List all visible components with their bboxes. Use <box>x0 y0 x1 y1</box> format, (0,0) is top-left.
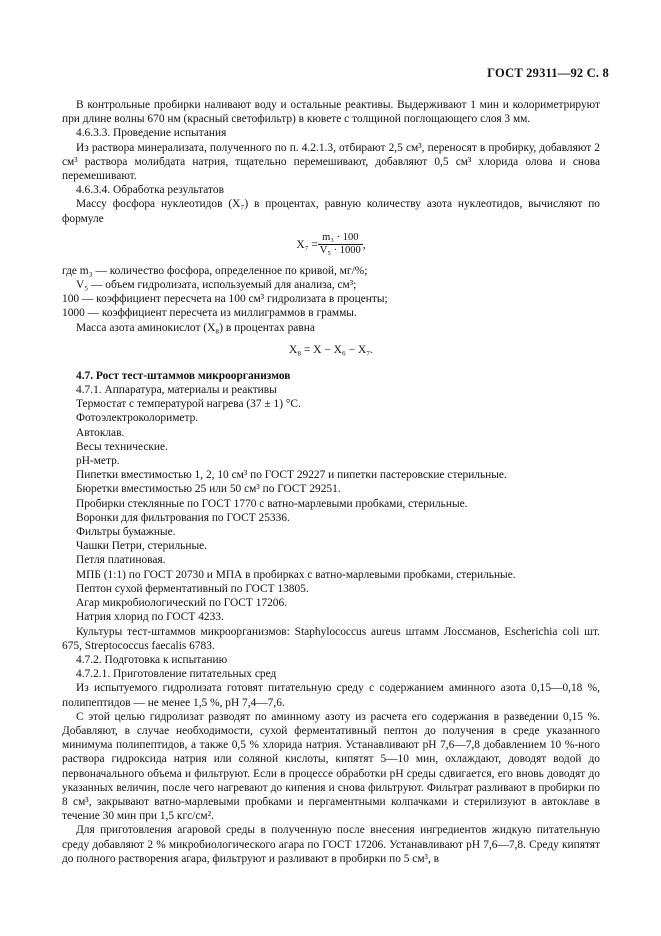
formula-x7 <box>62 226 600 264</box>
paragraph-test-procedure: Из раствора минерализата, полученного по п. 4.2.1.3, отбирают 2,5 см³, переносят в пробирку, добавляют 2 см³ раствора молибдата натрия, тщательно перемешивают, добавляют 0,5 см³ хлорида олова и снова перемешивают. <box>62 141 600 183</box>
paragraph-amino-nitrogen: Масса азота аминокислот (X₈) в процентах равна <box>76 321 315 334</box>
material-thermostat: Термостат с температурой нагрева (37 ± 1) °С. <box>76 398 301 411</box>
paragraph-control-tubes: В контрольные пробирки наливают воду и остальные реактивы. Выдерживают 1 мин и колориметрируют при длине волны 670 нм (красный светофильтр) в кювете с толщиной поглощающего слоя 3 мм. <box>62 99 600 126</box>
heading-4-7-2-1: 4.7.2.1. Приготовление питательных сред <box>76 668 277 681</box>
material-filters: Фильтры бумажные. <box>76 526 176 539</box>
material-sodium-chloride: Натрия хлорид по ГОСТ 4233. <box>76 611 224 624</box>
page-header: ГОСТ 29311—92 С. 8 <box>487 66 609 80</box>
material-mpb-mpa: МПБ (1:1) по ГОСТ 20730 и МПА в пробирках с ватно-марлевыми пробками, стерильные. <box>76 568 516 581</box>
material-petri-dishes: Чашки Петри, стерильные. <box>76 540 208 553</box>
formula-x7-numerator: m₃ · 100 <box>318 232 363 245</box>
document-body <box>62 98 600 866</box>
heading-4-6-3-3: 4.6.3.3. Проведение испытания <box>76 127 227 140</box>
material-cultures: Культуры тест-штаммов микроорганизмов: Staphylococcus aureus штамм Лоссманов, Escherichia coli шт. 675, Streptococcus faecalis 6783. <box>62 625 600 652</box>
where-line-v5: V₅ — объем гидролизата, используемый для анализа, см³; <box>76 279 357 292</box>
paragraph-agar-medium: Для приготовления агаровой среды в полученную после внесения ингредиентов жидкую питательную среду добавляют 2 % микробиологического агара по ГОСТ 17206. Устанавливают pH 7,6—7,8. Среду кипятят до полного растворения агара, фильтруют и разливают в пробирки по 5 см³, в <box>62 824 600 865</box>
formula-x7-tail: , <box>362 238 366 251</box>
paragraph-nutrient-medium: Из испытуемого гидролизата готовят питательную среду с содержанием аминного азота 0,15—0,18 %, полипептидов — не менее 1,5 %, pH 7,4—7,6. <box>62 682 600 709</box>
material-funnels: Воронки для фильтрования по ГОСТ 25336. <box>76 511 290 524</box>
where-line-100: 100 — коэффициент пересчета на 100 см³ гидролизата в проценты; <box>62 293 388 306</box>
material-pipettes: Пипетки вместимостью 1, 2, 10 см³ по ГОСТ 29227 и пипетки пастеровские стерильные. <box>76 469 507 482</box>
material-photocolorimeter: Фотоэлектроколориметр. <box>76 412 199 425</box>
where-line-m3: где m₃ — количество фосфора, определенное по кривой, мг/%; <box>62 264 368 277</box>
formula-x7-denominator: V₅ · 1000 <box>319 245 361 257</box>
formula-x7-lhs: X₇ = <box>296 238 318 251</box>
formula-x8-text: X₈ = X − X₆ − X₇. <box>288 343 374 356</box>
heading-4-7: 4.7. Рост тест-штаммов микроорганизмов <box>76 369 291 382</box>
material-burettes: Бюретки вместимостью 25 или 50 см³ по ГОСТ 29251. <box>76 483 341 496</box>
heading-4-7-2: 4.7.2. Подготовка к испытанию <box>76 653 228 666</box>
heading-4-6-3-4: 4.6.3.4. Обработка результатов <box>76 184 224 197</box>
heading-4-7-1: 4.7.1. Аппаратура, материалы и реактивы <box>76 384 277 397</box>
material-agar: Агар микробиологический по ГОСТ 17206. <box>76 597 288 610</box>
paragraph-dilution: С этой целью гидролизат разводят по аминному азоту из расчета его содержания в разведении 0,15 %. Добавляют, в случае необходимости, сухой ферментативный пептон до получения в среде указанного минимума полипептидов, а также 0,5 % хлорида натрия. Устанавливают pH 7,6—7,8 добавлением 10 %-ного раствора гидроксида натрия или соляной кислоты, кипятят 5—10 мин, охлаждают, доводят водой до первоначального объема и фильтруют. Если в процессе обработки pH среды сдвигается, его вновь доводят до указанных величин, после чего нагревают до кипения и снова фильтруют. Фильтрат разливают в пробирки по 8 см³, закрывают ватно-марлевыми пробками и пергаментными колпачками и стерилизуют в автоклаве в течение 30 мин при 1,5 кгс/см². <box>62 710 600 823</box>
material-ph-meter: pH-метр. <box>76 455 120 468</box>
formula-x8 <box>62 335 600 365</box>
material-scales: Весы технические. <box>76 440 168 453</box>
material-test-tubes: Пробирки стеклянные по ГОСТ 1770 с ватно-марлевыми пробками, стерильные. <box>76 497 468 510</box>
paragraph-phosphorus-mass: Массу фосфора нуклеотидов (X₇) в процентах, равную количеству азота нуклеотидов, вычисляют по формуле <box>62 198 600 225</box>
material-peptone: Пептон сухой ферментативный по ГОСТ 13805. <box>76 582 309 595</box>
where-line-1000: 1000 — коэффициент пересчета из миллиграммов в граммы. <box>62 307 357 320</box>
material-autoclave: Автоклав. <box>76 426 125 439</box>
formula-x7-fraction <box>318 232 363 257</box>
material-platinum-loop: Петля платиновая. <box>76 554 166 567</box>
